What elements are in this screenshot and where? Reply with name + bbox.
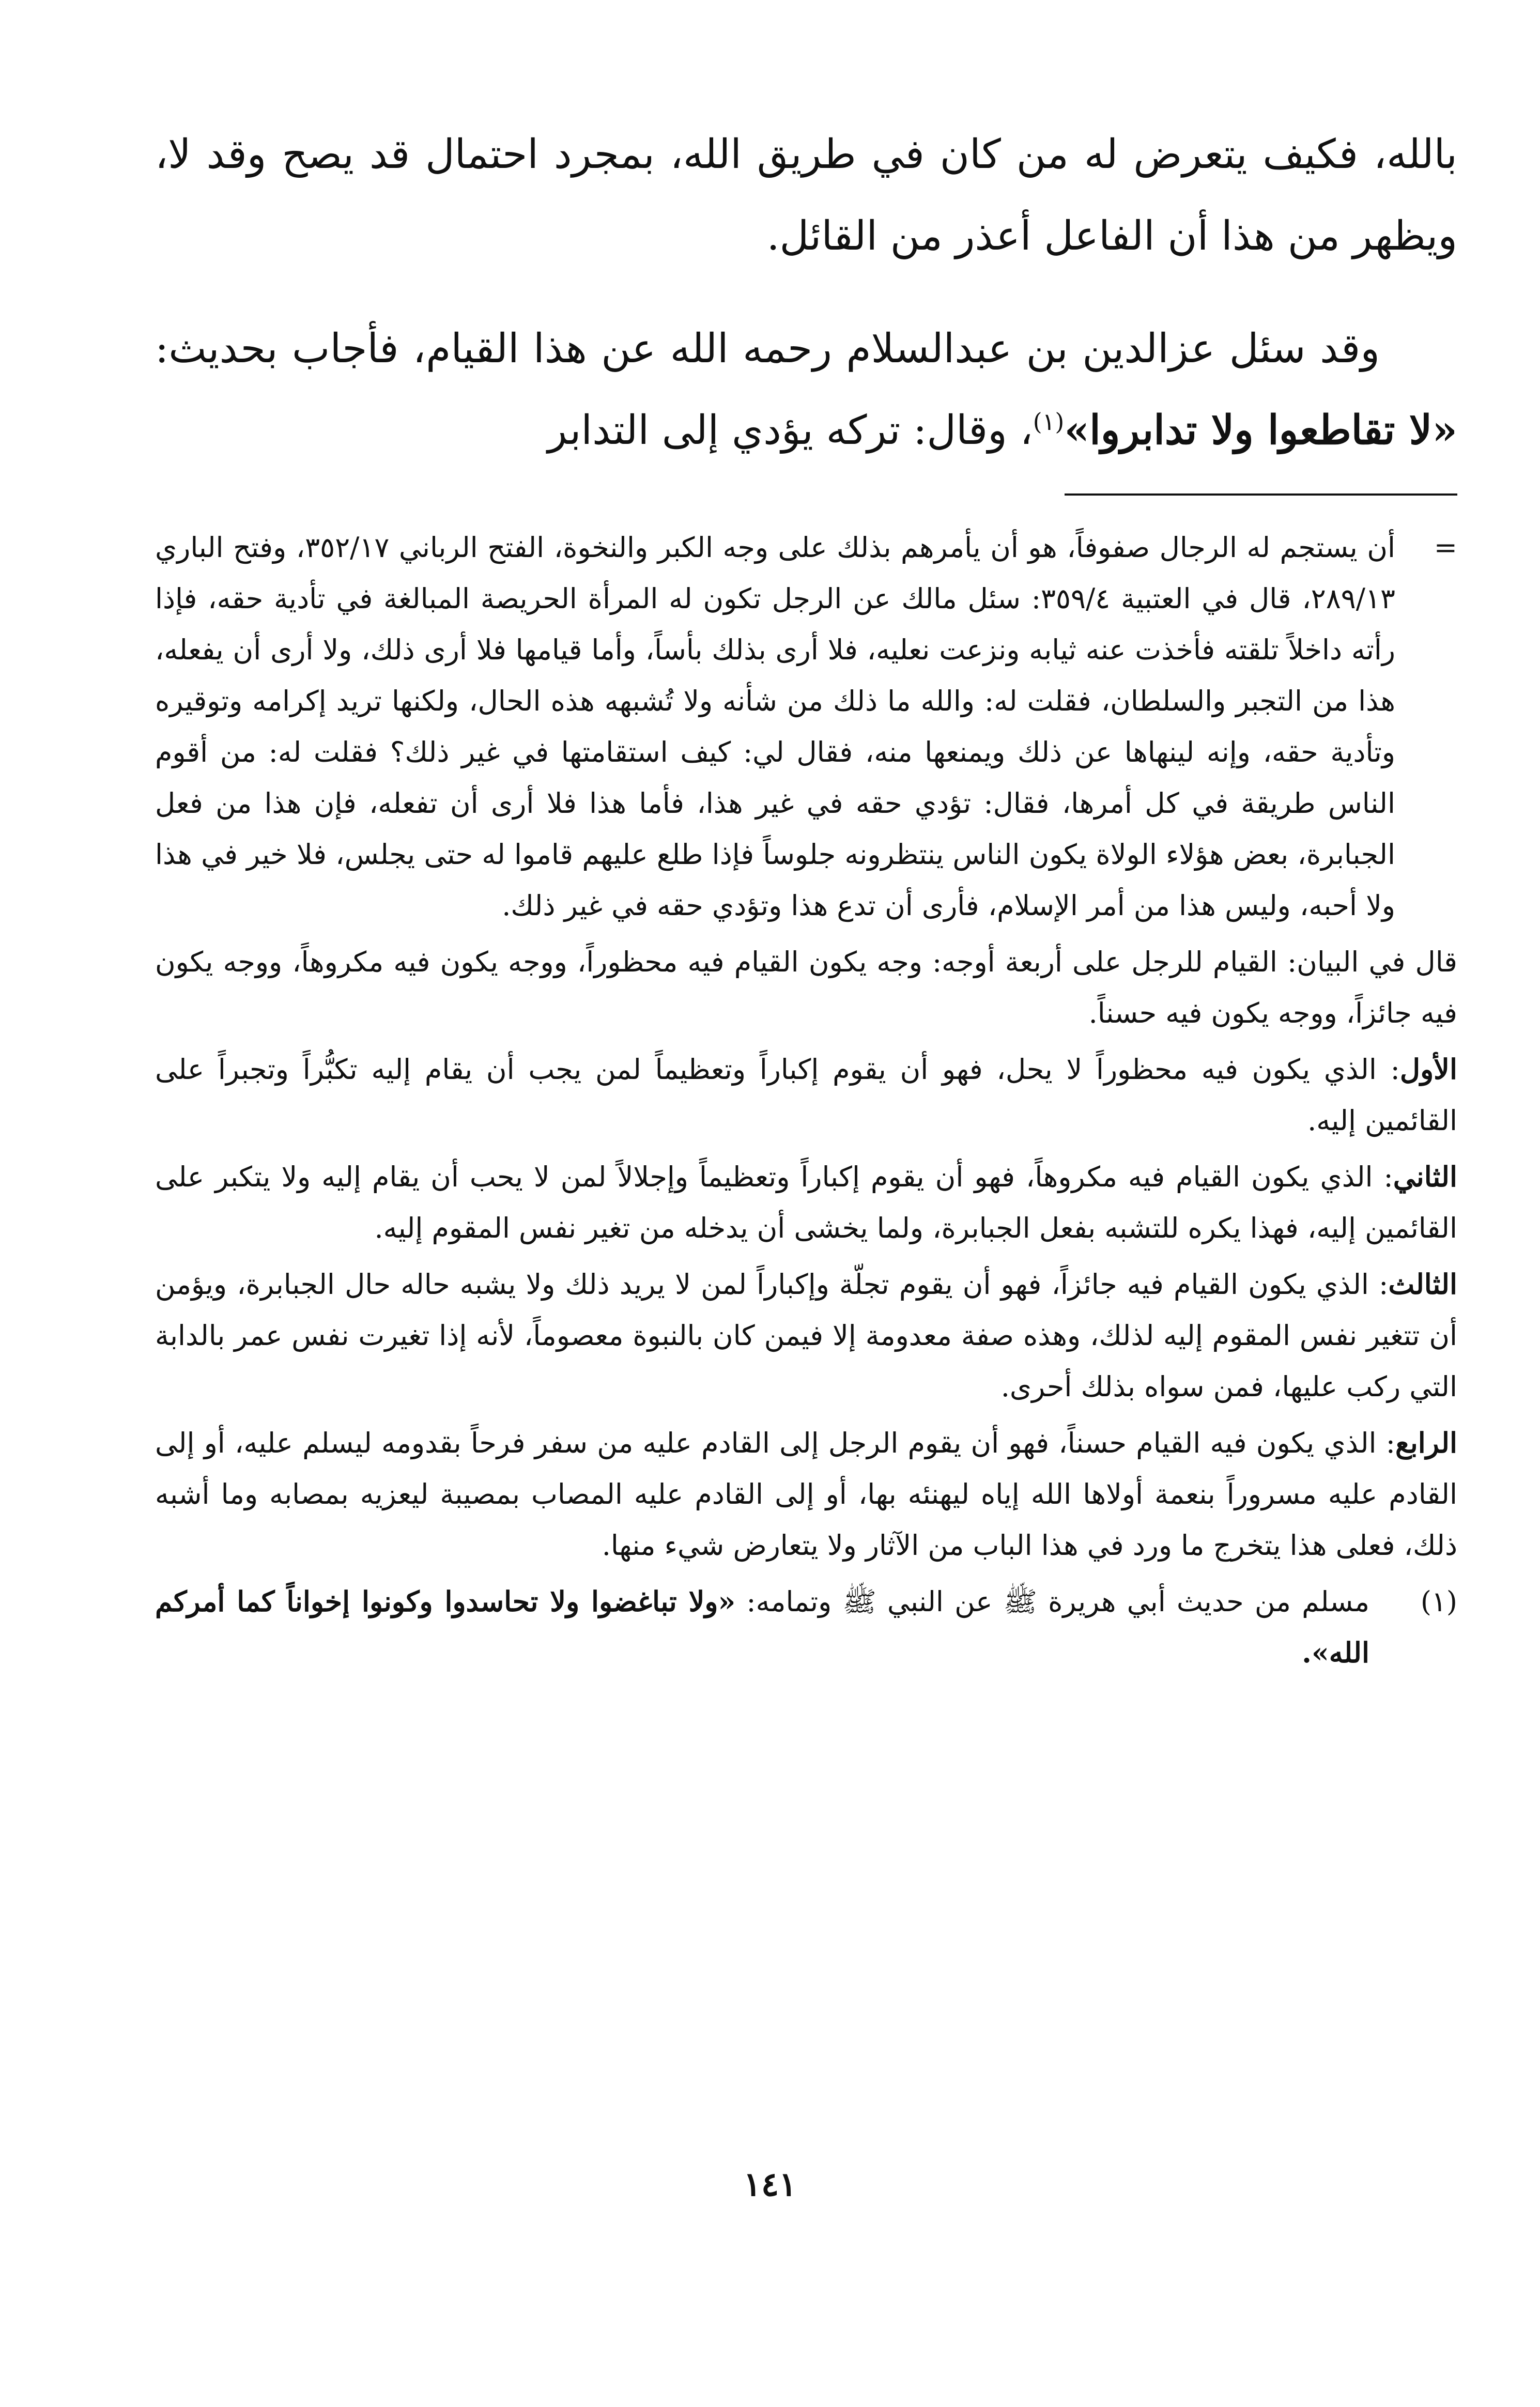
footnote-continuation xyxy=(155,522,1457,931)
main-paragraph-1: بالله، فكيف يتعرض له من كان في طريق الله، بمجرد احتمال قد يصح وقد لا، ويظهر من هذا أن الفاعل أعذر من القائل. xyxy=(155,131,1457,259)
continuation-mark: = xyxy=(1434,531,1457,564)
third-category-label: الثالث xyxy=(1388,1268,1457,1301)
main-text xyxy=(155,114,1457,471)
second-category-label: الثاني xyxy=(1393,1160,1457,1193)
footnote-1-hadith: «ولا تباغضوا ولا تحاسدوا وكونوا إخواناً كما أمركم الله». xyxy=(155,1585,1369,1669)
first-category-text: : الذي يكون فيه محظوراً لا يحل، فهو أن يقوم إكباراً وتعظيماً لمن يجب أن يقام إليه تكبُّراً وتجبراً على القائمين إليه. xyxy=(155,1053,1457,1137)
footnote-1 xyxy=(155,1576,1457,1678)
second-category-text: : الذي يكون القيام فيه مكروهاً، فهو أن يقوم إكباراً وتعظيماً وإجلالاً لمن لا يحب أن يقام إليه ولا يتكبر على القائمين إليه، فهذا يكره للتشبه بفعل الجبابرة، ولما يخشى أن يدخله من تغير نفس المقوم إليه. xyxy=(155,1161,1457,1244)
first-category xyxy=(155,1044,1457,1146)
main-paragraph-2-start: وقد سئل عزالدين بن عبدالسلام رحمه الله عن هذا القيام، فأجاب بحديث: xyxy=(155,326,1380,372)
main-paragraph-2 xyxy=(155,308,1457,471)
hadith-quote: «لا تقاطعوا ولا تدابروا» xyxy=(1064,407,1457,454)
first-category-label: الأول xyxy=(1399,1053,1457,1086)
footnote-continuation-text: أن يستجم له الرجال صفوفاً، هو أن يأمرهم بذلك على وجه الكبر والنخوة، الفتح الرباني ٣٥٢/١٧، وفتح الباري ٢٨٩/١٣، قال في العتبية ٣٥٩/٤: سئل مالك عن الرجل تكون له المرأة الحريصة المبالغة في تأدية حقه، فإذا رأته داخلاً تلقته فأخذت عنه ثيابه ونزعت نعليه، فلا أرى بذلك بأساً، وأما قيامها فلا أرى ذلك، ولا أرى أن يفعله، هذا من التجبر والسلطان، فقلت له: والله ما ذلك من شأنه ولا تُشبهه هذه الحال، ولكنها تريد إكرامه وتوقيره وتأدية حقه، وإنه لينهاها عن ذلك ويمنعها منه، فقال لي: كيف استقامتها في غير ذلك؟ فقلت له: من أقوم الناس طريقة في كل أمرها، فقال: تؤدي حقه في غير هذا، فأما هذا فلا أرى أن تفعله، فإن هذا من فعل الجبابرة، بعض هؤلاء الولاة يكون الناس ينتظرونه جلوساً فإذا طلع عليهم قاموا له حتى يجلس، فلا خير في هذا ولا أحبه، وليس هذا من أمر الإسلام، فأرى أن تدع هذا وتؤدي حقه في غير ذلك. xyxy=(155,531,1396,922)
bayan-paragraph: قال في البيان: القيام للرجل على أربعة أوجه: وجه يكون القيام فيه محظوراً، ووجه يكون فيه مكروهاً، ووجه يكون فيه جائزاً، ووجه يكون فيه حسناً. xyxy=(155,946,1457,1029)
fourth-category-text: : الذي يكون فيه القيام حسناً، فهو أن يقوم الرجل إلى القادم عليه من سفر فرحاً بقدومه ليسلم عليه، أو إلى القادم عليه مسروراً بنعمة أولاها الله إياه ليهنئه بها، أو إلى القادم عليه المصاب بمصيبة ليعزيه بمصابه وما أشبه ذلك، فعلى هذا يتخرج ما ورد في هذا الباب من الآثار ولا يتعارض شيء منها. xyxy=(155,1427,1457,1562)
footnote-reference: (١) xyxy=(1033,408,1065,436)
footnote-1-text: مسلم من حديث أبي هريرة ﷺ عن النبي ﷺ وتمامه: xyxy=(735,1585,1370,1618)
fourth-category-label: الرابع xyxy=(1395,1426,1457,1459)
footnote-separator xyxy=(1065,493,1457,496)
footnotes xyxy=(155,522,1457,1684)
second-category xyxy=(155,1151,1457,1254)
third-category-text: : الذي يكون القيام فيه جائزاً، فهو أن يقوم تجلّة وإكباراً لمن لا يريد ذلك ولا يشبه حاله حال الجبابرة، ويؤمن أن تتغير نفس المقوم إليه لذلك، وهذه صفة معدومة إلا فيمن كان بالنبوة معصوماً، لأنه إذا تغيرت نفس عمر بالدابة التي ركب عليها، فمن سواه بذلك أحرى. xyxy=(155,1268,1457,1403)
footnote-1-number: (١) xyxy=(1420,1585,1457,1618)
third-category xyxy=(155,1259,1457,1412)
fourth-category xyxy=(155,1417,1457,1571)
main-paragraph-2-end: ، وقال: تركه يؤدي إلى التدابر xyxy=(547,407,1033,454)
page-number: ١٤١ xyxy=(743,2165,797,2204)
